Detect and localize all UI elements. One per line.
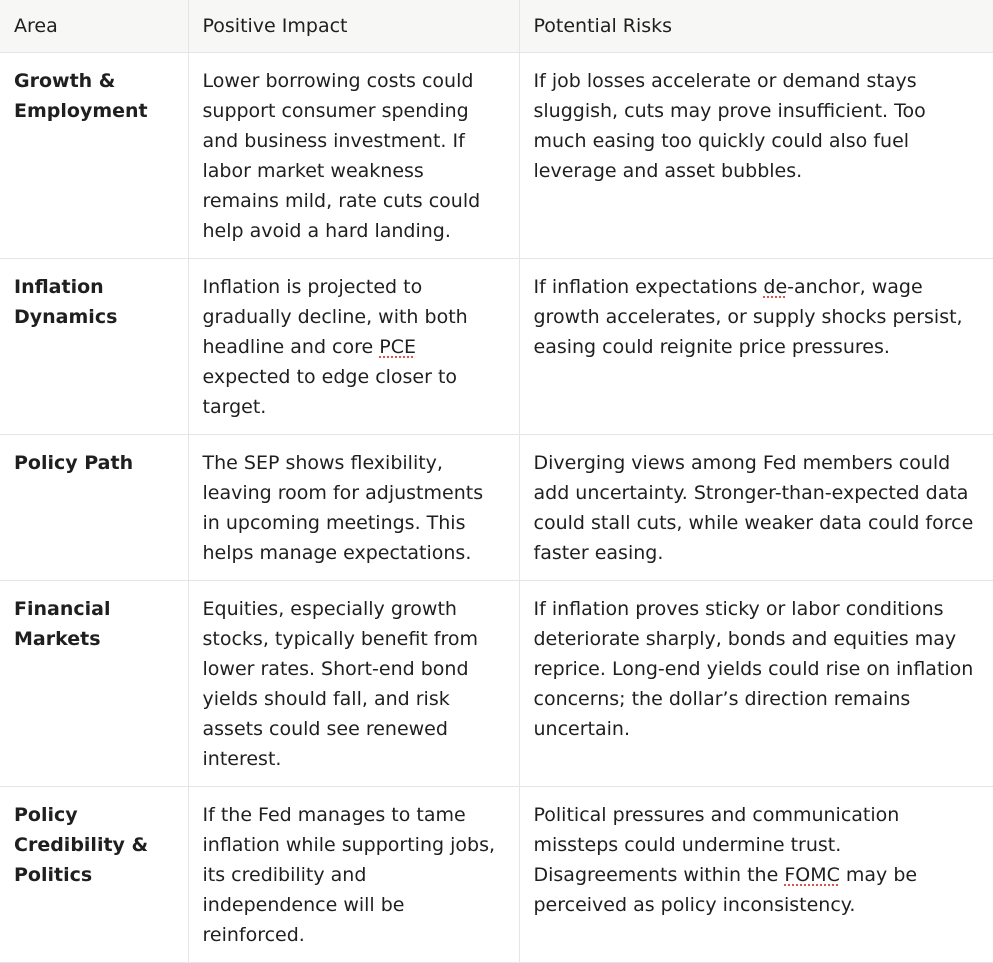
row-positive-cell: Equities, especially growth stocks, typically benefit from lower rates. Short-end bond yields should fall, and risk assets could see renewed interest. (188, 580, 519, 786)
cell-text: expected to edge closer to target. (202, 365, 458, 418)
row-area-cell: Policy Credibility & Politics (0, 786, 188, 962)
spellcheck-flagged-word[interactable]: FOMC (784, 863, 840, 886)
header-area: Area (0, 0, 188, 52)
row-positive-cell (188, 258, 519, 434)
row-risks-cell: Diverging views among Fed members could add uncertainty. Stronger-than-expected data could stall cuts, while weaker data could force faster easing. (519, 434, 993, 580)
table-row (0, 434, 993, 580)
cell-text: If inflation expectations (533, 275, 764, 298)
row-area-cell: Financial Markets (0, 580, 188, 786)
spellcheck-flagged-word[interactable]: de (763, 275, 788, 298)
cell-text: Inflation is projected to gradually decline, with both headline and core (202, 275, 468, 358)
header-positive-impact: Positive Impact (188, 0, 519, 52)
row-area-cell: Policy Path (0, 434, 188, 580)
table-row (0, 52, 993, 258)
cell-text: -anchor, wage growth accelerates, or supply shocks persist, easing could reignite price pressures. (533, 275, 963, 358)
row-risks-cell (519, 786, 993, 962)
table-row (0, 580, 993, 786)
row-risks-cell: If job losses accelerate or demand stays sluggish, cuts may prove insufficient. Too much easing too quickly could also fuel leverage and asset bubbles. (519, 52, 993, 258)
row-area-cell: Growth & Employment (0, 52, 188, 258)
table-row (0, 786, 993, 962)
cell-text: may be perceived as policy inconsistency. (533, 863, 918, 916)
row-risks-cell (519, 258, 993, 434)
table-row (0, 258, 993, 434)
row-risks-cell: If inflation proves sticky or labor conditions deteriorate sharply, bonds and equities may reprice. Long-end yields could rise on inflation concerns; the dollar’s direction remains uncertain. (519, 580, 993, 786)
spellcheck-flagged-word[interactable]: PCE (379, 335, 416, 358)
cell-text: Political pressures and communication missteps could undermine trust. Disagreements within the (533, 803, 900, 886)
header-potential-risks: Potential Risks (519, 0, 993, 52)
row-positive-cell: Lower borrowing costs could support consumer spending and business investment. If labor market weakness remains mild, rate cuts could help avoid a hard landing. (188, 52, 519, 258)
row-positive-cell: If the Fed manages to tame inflation while supporting jobs, its credibility and independence will be reinforced. (188, 786, 519, 962)
header-row (0, 0, 993, 52)
row-area-cell: Inflation Dynamics (0, 258, 188, 434)
row-positive-cell: The SEP shows flexibility, leaving room for adjustments in upcoming meetings. This helps manage expectations. (188, 434, 519, 580)
